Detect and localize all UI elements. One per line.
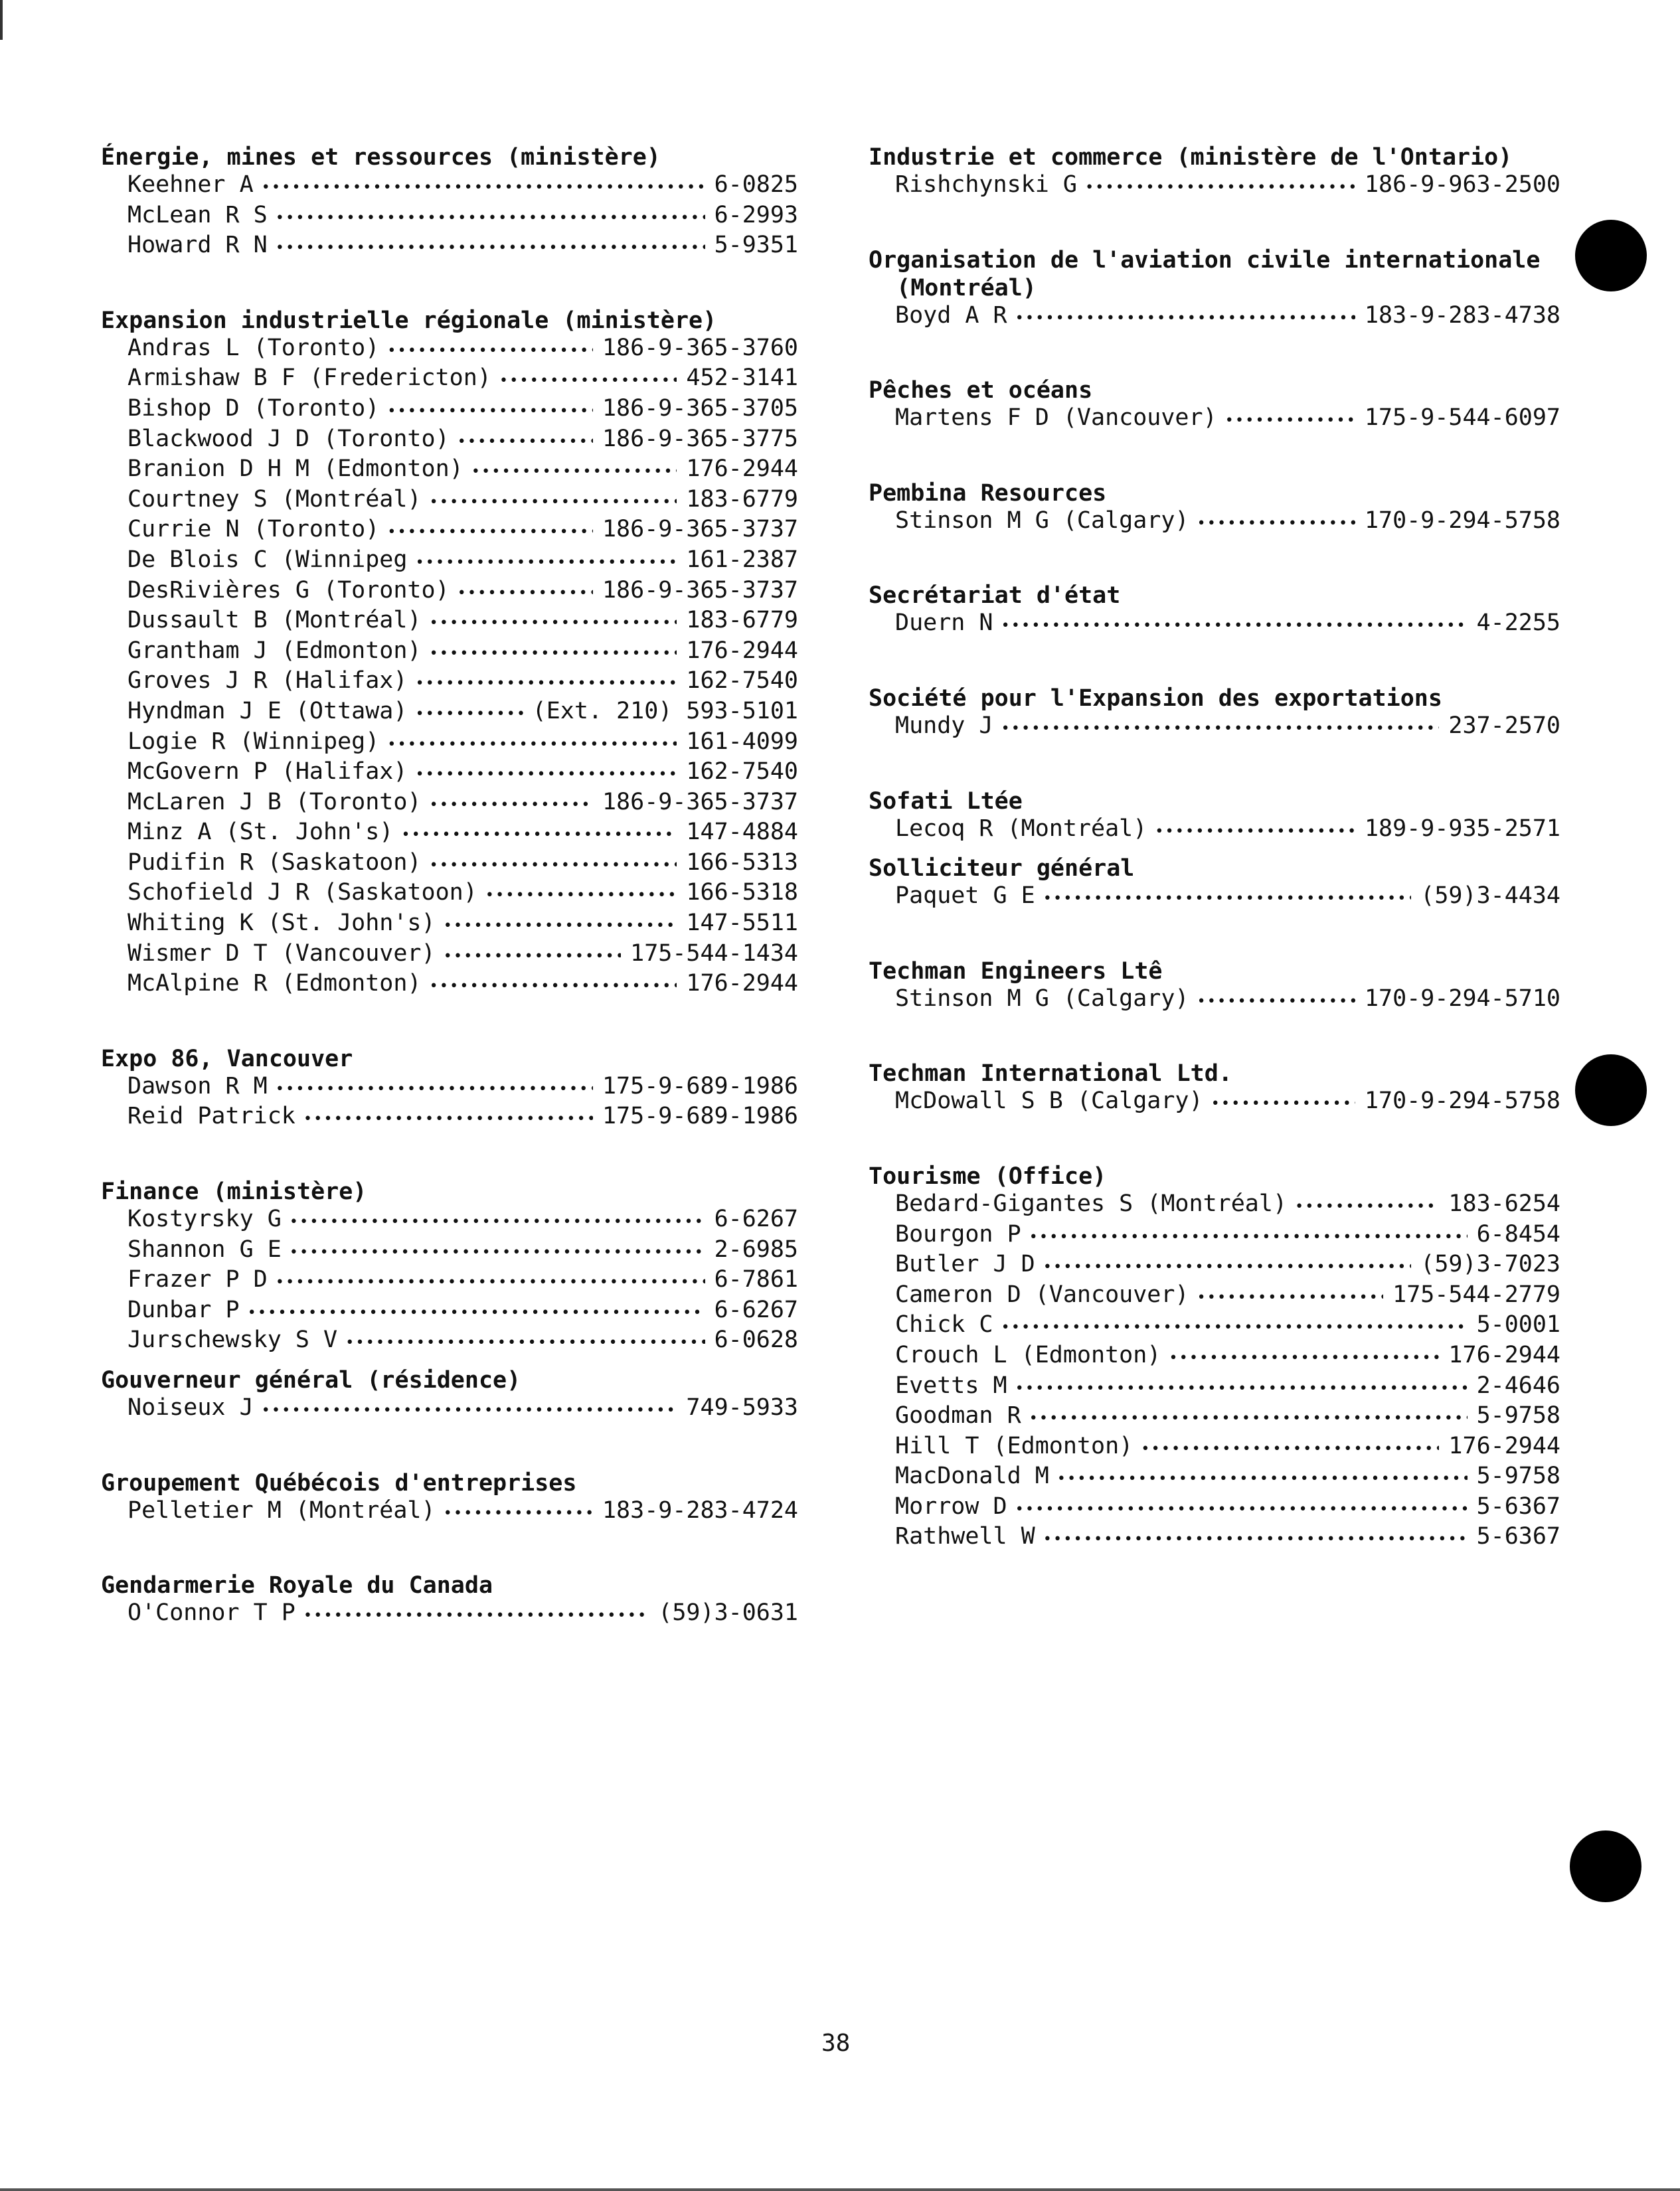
directory-entry — [101, 1497, 798, 1528]
dot-leader — [1295, 1190, 1439, 1221]
dot-leader — [1043, 882, 1412, 913]
section-heading: Énergie, mines et ressources (ministère) — [101, 144, 661, 171]
page-number: 38 — [821, 2030, 851, 2057]
dot-leader — [387, 395, 593, 426]
section-heading: Gendarmerie Royale du Canada — [101, 1572, 493, 1599]
directory-entry — [869, 1311, 1560, 1342]
entry-phone: 176-2944 — [686, 455, 798, 483]
directory-entry — [101, 1206, 798, 1236]
entry-name: MacDonald M — [895, 1463, 1049, 1490]
entry-phone: 186-9-365-3737 — [602, 576, 798, 604]
directory-entry — [869, 609, 1560, 640]
scan-edge-mark — [0, 0, 3, 40]
directory-entry — [869, 1190, 1560, 1221]
directory-entry — [101, 202, 798, 232]
dot-leader — [303, 1599, 649, 1630]
entry-name: Reid Patrick — [127, 1103, 295, 1130]
entry-phone: 170-9-294-5758 — [1364, 507, 1560, 534]
dot-leader — [1197, 985, 1355, 1016]
entry-name: Howard R N — [127, 232, 268, 259]
directory-entry — [869, 1251, 1560, 1281]
entry-name: Rishchynski G — [895, 171, 1077, 198]
dot-leader — [345, 1327, 705, 1357]
directory-entry — [101, 1297, 798, 1327]
directory-section — [869, 854, 1560, 913]
directory-entry — [101, 879, 798, 910]
dot-leader — [276, 202, 705, 232]
dot-leader — [387, 728, 677, 759]
entry-name: Whiting K (St. John's) — [127, 910, 436, 937]
dot-leader — [290, 1206, 705, 1236]
entry-phone: 186-9-365-3705 — [602, 394, 798, 422]
dot-leader — [415, 698, 523, 728]
entry-name: Hill T (Edmonton) — [895, 1432, 1134, 1459]
entry-name: Lecoq R (Montréal) — [895, 815, 1147, 842]
entry-name: De Blois C (Winnipeg — [127, 546, 408, 573]
directory-section — [869, 246, 1560, 333]
entry-name: Butler J D — [895, 1251, 1035, 1278]
dot-leader — [415, 667, 677, 698]
entry-name: McLean R S — [127, 201, 268, 228]
entry-name: Dawson R M — [127, 1072, 268, 1099]
directory-entry — [869, 1221, 1560, 1252]
dot-leader — [1001, 712, 1440, 743]
entry-name: McLaren J B (Toronto) — [127, 788, 422, 815]
entry-phone: 5-9758 — [1476, 1463, 1560, 1490]
dot-leader — [401, 819, 677, 849]
dot-leader — [303, 1103, 593, 1133]
entry-name: Evetts M — [895, 1372, 1007, 1399]
dot-leader — [1043, 1251, 1412, 1281]
entry-phone: 6-0825 — [714, 171, 798, 198]
dot-leader — [430, 607, 677, 637]
directory-entry — [869, 1088, 1560, 1118]
dot-leader — [262, 171, 705, 202]
entry-phone: (59)3-7023 — [1420, 1251, 1560, 1278]
entry-phone: 183-6779 — [686, 607, 798, 634]
directory-entry — [101, 667, 798, 698]
entry-name: Jurschewsky S V — [127, 1327, 338, 1354]
entry-phone: 175-9-689-1986 — [602, 1072, 798, 1099]
entry-name: Bishop D (Toronto) — [127, 394, 380, 422]
entry-phone: 147-5511 — [686, 910, 798, 937]
section-heading: Finance (ministère) — [101, 1178, 367, 1206]
entry-phone: 4-2255 — [1476, 609, 1560, 637]
section-heading: Techman Engineers Ltê — [869, 957, 1163, 985]
directory-entry — [869, 171, 1560, 202]
entry-name: Crouch L (Edmonton) — [895, 1341, 1161, 1368]
entry-phone: 186-9-365-3737 — [602, 788, 798, 815]
entry-phone: 183-9-283-4738 — [1364, 301, 1560, 329]
directory-entry — [869, 1493, 1560, 1524]
dot-leader — [1001, 1311, 1468, 1342]
section-heading: Pêches et océans — [869, 377, 1093, 404]
entry-phone: 175-9-689-1986 — [602, 1103, 798, 1130]
left-column — [101, 143, 798, 1630]
dot-leader — [415, 758, 677, 789]
entry-name: Pelletier M (Montréal) — [127, 1497, 436, 1524]
directory-entry — [869, 302, 1560, 333]
directory-entry — [101, 395, 798, 426]
entry-phone: 183-6779 — [686, 485, 798, 513]
entry-name: Groves J R (Halifax) — [127, 667, 408, 694]
entry-phone: 162-7540 — [686, 667, 798, 694]
entry-name: Blackwood J D (Toronto) — [127, 425, 450, 452]
dot-leader — [1169, 1342, 1439, 1372]
entry-name: Logie R (Winnipeg) — [127, 728, 380, 755]
directory-section — [869, 582, 1560, 640]
dot-leader — [1001, 609, 1468, 640]
directory-entry — [101, 426, 798, 456]
dot-leader — [1043, 1523, 1468, 1554]
directory-entry — [101, 577, 798, 608]
directory-section — [869, 787, 1560, 846]
right-column — [869, 143, 1560, 1554]
entry-phone: 175-544-2779 — [1392, 1281, 1560, 1308]
entry-name: Schofield J R (Saskatoon) — [127, 879, 477, 906]
entry-name: Andras L (Toronto) — [127, 334, 380, 361]
entry-phone: 183-6254 — [1448, 1190, 1560, 1217]
dot-leader — [430, 486, 677, 517]
entry-phone: 176-2944 — [1448, 1341, 1560, 1368]
entry-phone: 170-9-294-5758 — [1364, 1088, 1560, 1115]
dot-leader — [248, 1297, 705, 1327]
entry-name: Dussault B (Montréal) — [127, 607, 422, 634]
entry-name: Bedard-Gigantes S (Montréal) — [895, 1190, 1288, 1217]
directory-section — [869, 1163, 1560, 1554]
directory-entry — [101, 171, 798, 202]
dot-leader — [1057, 1463, 1468, 1493]
directory-entry — [101, 789, 798, 819]
directory-entry — [101, 335, 798, 365]
entry-name: Armishaw B F (Fredericton) — [127, 365, 491, 392]
directory-entry — [101, 1236, 798, 1267]
dot-leader — [1085, 171, 1355, 202]
entry-phone: 186-9-365-3760 — [602, 334, 798, 361]
directory-entry — [101, 970, 798, 1001]
directory-section — [101, 1572, 798, 1630]
entry-name: Stinson M G (Calgary) — [895, 985, 1189, 1012]
dot-leader — [444, 1497, 593, 1528]
entry-name: Grantham J (Edmonton) — [127, 637, 422, 664]
entry-phone: 175-544-1434 — [630, 939, 798, 967]
dot-leader — [276, 1266, 705, 1297]
entry-name: Cameron D (Vancouver) — [895, 1281, 1189, 1308]
section-heading: Groupement Québécois d'entreprises — [101, 1469, 577, 1497]
directory-section — [869, 1060, 1560, 1118]
entry-phone: 176-2944 — [1448, 1432, 1560, 1459]
entry-phone: 183-9-283-4724 — [602, 1497, 798, 1524]
entry-name: Kostyrsky G — [127, 1206, 282, 1233]
entry-name: McAlpine R (Edmonton) — [127, 970, 422, 997]
directory-entry — [101, 232, 798, 262]
directory-section — [869, 685, 1560, 743]
directory-entry — [101, 486, 798, 517]
dot-leader — [499, 365, 677, 395]
section-heading: Expansion industrielle régionale (ministère) — [101, 307, 717, 334]
entry-phone: 5-6367 — [1476, 1523, 1560, 1550]
entry-name: Duern N — [895, 609, 993, 637]
dot-leader — [430, 637, 677, 668]
entry-name: Dunbar P — [127, 1296, 240, 1323]
entry-phone: (59)3-4434 — [1420, 882, 1560, 910]
entry-name: Morrow D — [895, 1493, 1007, 1520]
directory-entry — [101, 758, 798, 789]
section-heading: Industrie et commerce (ministère de l'Ontario) — [869, 144, 1513, 171]
entry-name: Paquet G E — [895, 882, 1035, 910]
entry-name: Shannon G E — [127, 1236, 282, 1263]
entry-name: Martens F D (Vancouver) — [895, 404, 1217, 432]
section-heading: Secrétariat d'état — [869, 582, 1121, 609]
dot-leader — [485, 879, 677, 910]
dot-leader — [387, 335, 593, 365]
section-heading: Sofati Ltée — [869, 787, 1023, 815]
entry-phone: 6-7861 — [714, 1266, 798, 1293]
entry-phone: 176-2944 — [686, 637, 798, 664]
entry-name: Rathwell W — [895, 1523, 1035, 1550]
punch-hole-bottom — [1570, 1830, 1641, 1902]
dot-leader — [1029, 1221, 1468, 1252]
entry-phone: 5-9351 — [714, 232, 798, 259]
entry-name: O'Connor T P — [127, 1599, 295, 1627]
entry-phone: 452-3141 — [686, 365, 798, 392]
entry-phone: 5-9758 — [1476, 1402, 1560, 1429]
entry-name: Branion D H M (Edmonton) — [127, 455, 463, 483]
dot-leader — [458, 577, 593, 608]
entry-name: Pudifin R (Saskatoon) — [127, 849, 422, 876]
entry-phone: 161-2387 — [686, 546, 798, 573]
directory-entry — [101, 607, 798, 637]
entry-phone: 162-7540 — [686, 758, 798, 785]
directory-entry — [869, 507, 1560, 538]
entry-name: McDowall S B (Calgary) — [895, 1088, 1203, 1115]
entry-name: Keehner A — [127, 171, 254, 198]
entry-phone: 175-9-544-6097 — [1364, 404, 1560, 432]
directory-entry — [101, 1266, 798, 1297]
entry-phone: (Ext. 210) 593-5101 — [532, 697, 798, 724]
entry-name: Stinson M G (Calgary) — [895, 507, 1189, 534]
directory-entry — [869, 815, 1560, 846]
dot-leader — [430, 789, 593, 819]
directory-section — [101, 307, 798, 1001]
dot-leader — [1015, 302, 1355, 333]
dot-leader — [415, 546, 677, 577]
punch-hole-top — [1575, 220, 1647, 291]
directory-entry — [101, 910, 798, 940]
directory-entry — [101, 698, 798, 728]
dot-leader — [1029, 1402, 1468, 1433]
section-heading: Techman International Ltd. — [869, 1060, 1232, 1088]
section-heading: Pembina Resources — [869, 479, 1107, 507]
directory-entry — [869, 404, 1560, 435]
dot-leader — [276, 1073, 593, 1103]
directory-section — [101, 1178, 798, 1357]
dot-leader — [262, 1394, 677, 1425]
entry-name: Bourgon P — [895, 1220, 1021, 1248]
entry-name: Hyndman J E (Ottawa) — [127, 697, 408, 724]
entry-phone: 5-6367 — [1476, 1493, 1560, 1520]
entry-phone: 186-9-365-3737 — [602, 516, 798, 543]
dot-leader — [387, 516, 593, 546]
entry-phone: 186-9-963-2500 — [1364, 171, 1560, 198]
entry-name: Boyd A R — [895, 301, 1007, 329]
entry-phone: 186-9-365-3775 — [602, 425, 798, 452]
entry-name: DesRivières G (Toronto) — [127, 576, 450, 604]
dot-leader — [1155, 815, 1355, 846]
dot-leader — [1197, 507, 1355, 538]
entry-name: McGovern P (Halifax) — [127, 758, 408, 785]
directory-entry — [101, 546, 798, 577]
dot-leader — [1015, 1493, 1468, 1524]
dot-leader — [430, 849, 677, 880]
directory-entry — [101, 1394, 798, 1425]
entry-phone: 2-6985 — [714, 1236, 798, 1263]
directory-entry — [869, 1402, 1560, 1433]
directory-section — [869, 143, 1560, 202]
directory-section — [101, 143, 798, 262]
directory-entry — [101, 455, 798, 486]
entry-phone: 5-0001 — [1476, 1311, 1560, 1339]
directory-entry — [101, 849, 798, 880]
dot-leader — [290, 1236, 705, 1267]
dot-leader — [1197, 1281, 1384, 1312]
scan-edge-bottom — [0, 2188, 1680, 2191]
directory-entry — [869, 1523, 1560, 1554]
dot-leader — [430, 970, 677, 1001]
dot-leader — [471, 455, 677, 486]
entry-phone: 189-9-935-2571 — [1364, 815, 1560, 842]
entry-phone: 2-4646 — [1476, 1372, 1560, 1399]
section-heading: Solliciteur général — [869, 855, 1135, 882]
entry-phone: 6-0628 — [714, 1327, 798, 1354]
entry-phone: 6-6267 — [714, 1296, 798, 1323]
entry-phone: 237-2570 — [1448, 712, 1560, 739]
punch-hole-middle — [1575, 1054, 1647, 1126]
dot-leader — [1141, 1433, 1439, 1463]
directory-entry — [101, 637, 798, 668]
dot-leader — [458, 426, 593, 456]
directory-entry — [869, 1372, 1560, 1403]
directory-entry — [869, 1463, 1560, 1493]
directory-entry — [869, 1342, 1560, 1372]
directory-entry — [101, 1103, 798, 1133]
entry-phone: 166-5318 — [686, 879, 798, 906]
directory-entry — [101, 728, 798, 759]
entry-name: Currie N (Toronto) — [127, 516, 380, 543]
entry-name: Minz A (St. John's) — [127, 819, 394, 846]
entry-phone: 6-2993 — [714, 201, 798, 228]
section-heading: Tourisme (Office) — [869, 1163, 1107, 1190]
entry-phone: 147-4884 — [686, 819, 798, 846]
entry-phone: 161-4099 — [686, 728, 798, 755]
directory-entry — [101, 1327, 798, 1357]
dot-leader — [1211, 1088, 1355, 1118]
entry-phone: 6-6267 — [714, 1206, 798, 1233]
section-heading: Organisation de l'aviation civile internationale (Montréal) — [869, 246, 1541, 301]
entry-phone: 176-2944 — [686, 970, 798, 997]
entry-phone: 166-5313 — [686, 849, 798, 876]
directory-entry — [101, 365, 798, 395]
directory-entry — [869, 985, 1560, 1016]
directory-section — [869, 376, 1560, 435]
entry-phone: 749-5933 — [686, 1394, 798, 1421]
directory-entry — [101, 516, 798, 546]
entry-name: Courtney S (Montréal) — [127, 485, 422, 513]
entry-phone: 170-9-294-5710 — [1364, 985, 1560, 1012]
directory-entry — [869, 1433, 1560, 1463]
dot-leader — [1225, 404, 1355, 435]
directory-entry — [101, 940, 798, 971]
directory-entry — [101, 1599, 798, 1630]
directory-entry — [869, 882, 1560, 913]
entry-name: Wismer D T (Vancouver) — [127, 939, 436, 967]
entry-phone: (59)3-0631 — [658, 1599, 798, 1627]
entry-name: Chick C — [895, 1311, 993, 1339]
entry-name: Frazer P D — [127, 1266, 268, 1293]
section-heading: Expo 86, Vancouver — [101, 1045, 353, 1072]
entry-name: Goodman R — [895, 1402, 1021, 1429]
dot-leader — [444, 940, 622, 971]
directory-entry — [869, 1281, 1560, 1312]
dot-leader — [276, 232, 705, 262]
directory-section — [101, 1366, 798, 1425]
dot-leader — [444, 910, 677, 940]
directory-entry — [101, 819, 798, 849]
entry-name: Mundy J — [895, 712, 993, 739]
entry-name: Noiseux J — [127, 1394, 254, 1421]
directory-entry — [869, 712, 1560, 743]
directory-section — [101, 1045, 798, 1133]
directory-section — [101, 1469, 798, 1528]
directory-section — [869, 479, 1560, 538]
section-heading: Société pour l'Expansion des exportations — [869, 685, 1442, 712]
dot-leader — [1015, 1372, 1468, 1403]
entry-phone: 6-8454 — [1476, 1220, 1560, 1248]
directory-section — [869, 957, 1560, 1016]
section-heading: Gouverneur général (résidence) — [101, 1367, 521, 1394]
directory-entry — [101, 1073, 798, 1103]
